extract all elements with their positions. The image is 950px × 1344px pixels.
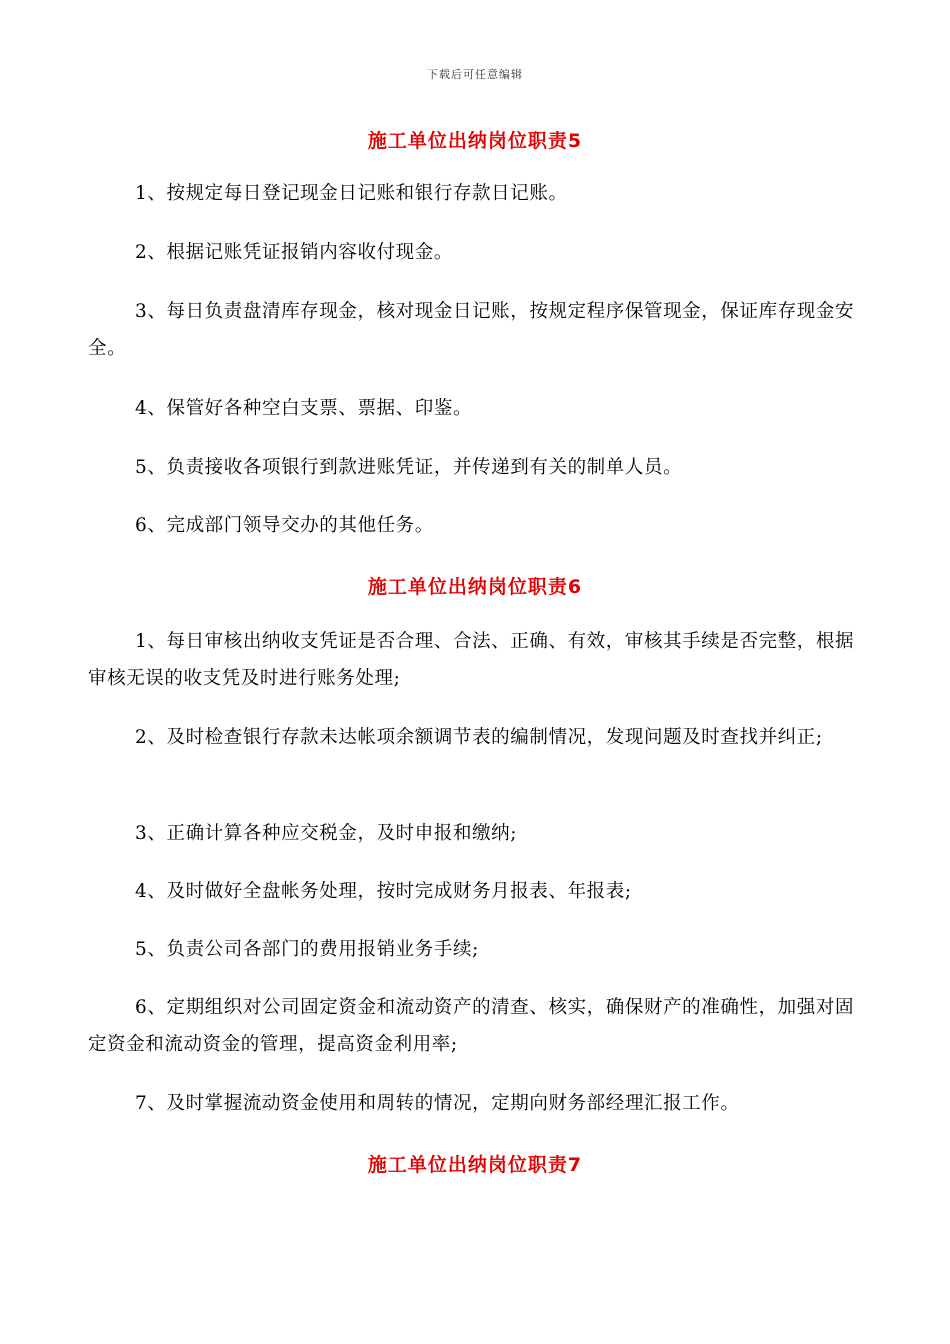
paragraph: 2、根据记账凭证报销内容收付现金。 xyxy=(135,242,453,263)
section-title-5: 施工单位出纳岗位职责5 xyxy=(367,130,583,152)
paragraph: 2、及时检查银行存款未达帐项余额调节表的编制情况，发现问题及时查找并纠正; xyxy=(135,727,823,748)
paragraph: 4、及时做好全盘帐务处理，按时完成财务月报表、年报表; xyxy=(135,881,632,902)
paragraph: 5、负责接收各项银行到款进账凭证，并传递到有关的制单人员。 xyxy=(135,457,683,478)
paragraph: 3、正确计算各种应交税金，及时申报和缴纳; xyxy=(135,823,518,844)
paragraph: 1、每日审核出纳收支凭证是否合理、合法、正确、有效，审核其手续是否完整，根据审核无误的收支凭及时进行账务处理; xyxy=(88,631,855,689)
section-title-7: 施工单位出纳岗位职责7 xyxy=(367,1154,583,1176)
paragraph: 5、负责公司各部门的费用报销业务手续; xyxy=(135,939,479,960)
paragraph: 4、保管好各种空白支票、票据、印鉴。 xyxy=(135,398,473,419)
paragraph: 1、按规定每日登记现金日记账和银行存款日记账。 xyxy=(135,183,568,204)
header-note: 下载后可任意编辑 xyxy=(427,68,523,81)
paragraph: 6、完成部门领导交办的其他任务。 xyxy=(135,515,434,536)
paragraph: 6、定期组织对公司固定资金和流动资产的清查、核实，确保财产的准确性，加强对固定资金和流动资金的管理，提高资金利用率; xyxy=(88,997,855,1055)
paragraph: 3、每日负责盘清库存现金，核对现金日记账，按规定程序保管现金，保证库存现金安全。 xyxy=(88,301,855,359)
paragraph: 7、及时掌握流动资金使用和周转的情况，定期向财务部经理汇报工作。 xyxy=(135,1093,740,1114)
section-title-6: 施工单位出纳岗位职责6 xyxy=(367,576,583,598)
